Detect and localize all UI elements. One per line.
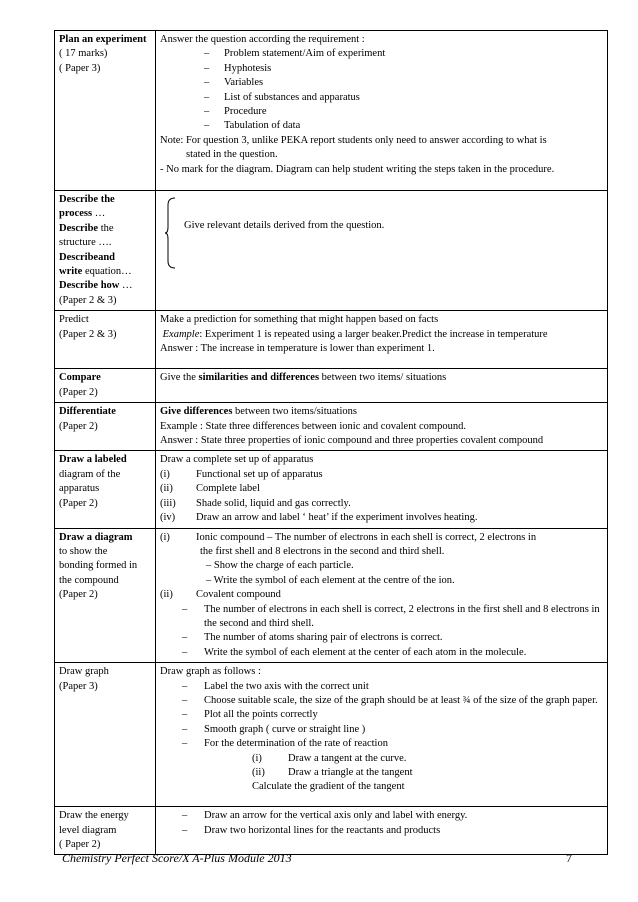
row-content bbox=[156, 31, 608, 191]
label-marks: ( 17 marks) bbox=[59, 48, 108, 60]
criteria-table bbox=[54, 30, 608, 855]
bold-phrase: Give differences bbox=[160, 406, 233, 418]
list-item: (i) Ionic compound – The number of electrons in each shell is correct, 2 electrons in bbox=[160, 531, 537, 543]
label-paper: (Paper 2) bbox=[59, 386, 98, 398]
note-text-2: - No mark for the diagram. Diagram can help student writing the steps taken in the procedure. bbox=[160, 163, 555, 175]
list-item: – Problem statement/Aim of experiment bbox=[160, 47, 603, 61]
list-item: – Variables bbox=[160, 76, 603, 90]
label-title: Draw a labeled bbox=[59, 454, 127, 466]
table-row bbox=[55, 663, 608, 807]
label-bold: Describe bbox=[59, 222, 99, 234]
label-paper: (Paper 2) bbox=[59, 497, 98, 509]
list-item: – The number of electrons in each shell is correct, 2 electrons in the first shell and 8 electrons in the second and third shell. bbox=[160, 603, 603, 632]
table-row bbox=[55, 369, 608, 403]
list-item: – Draw two horizontal lines for the reactants and products bbox=[160, 824, 603, 838]
row-content bbox=[156, 311, 608, 369]
row-label: Draw a labeled diagram of the apparatus (Paper 2) bbox=[55, 451, 156, 528]
example-text: : Experiment 1 is repeated using a larger beaker.Predict the increase in temperature bbox=[199, 328, 548, 340]
list-item: – Show the charge of each particle. bbox=[206, 560, 354, 572]
page-number: 7 bbox=[566, 851, 572, 865]
bold-phrase: similarities and differences bbox=[198, 372, 320, 384]
list-item: – Hyphotesis bbox=[160, 62, 603, 76]
note-text-cont: stated in the question. bbox=[186, 149, 278, 161]
list-item: (i) Draw a tangent at the curve. bbox=[252, 752, 407, 764]
row-label: Describe the process … Describe the structure …. Describeand write equation… Describe how … (Paper 2 & 3) bbox=[55, 191, 156, 311]
table-row bbox=[55, 31, 608, 191]
label-title: Draw a diagram bbox=[59, 531, 133, 543]
label-title: Compare bbox=[59, 372, 101, 384]
list-item: – Label the two axis with the correct unit bbox=[160, 680, 603, 694]
list-item: (i) Functional set up of apparatus bbox=[160, 468, 323, 480]
list-item: – Write the symbol of each element at the center of each atom in the molecule. bbox=[160, 646, 603, 660]
list-item: – Plot all the points correctly bbox=[160, 708, 603, 722]
describe-text: Give relevant details derived from the question. bbox=[184, 220, 385, 231]
list-item: (iii) Shade solid, liquid and gas correctly. bbox=[160, 497, 351, 509]
label-bold: Describe how bbox=[59, 280, 120, 292]
list-item: – List of substances and apparatus bbox=[160, 91, 603, 105]
footer-title: Chemistry Perfect Score/X A-Plus Module 2013 bbox=[62, 851, 292, 865]
label-paper: (Paper 2) bbox=[59, 589, 98, 601]
row-content bbox=[156, 807, 608, 855]
list-item: – Smooth graph ( curve or straight line ) bbox=[160, 723, 603, 737]
list-item: (iv) Draw an arrow and label ‘ heat’ if the experiment involves heating. bbox=[160, 512, 478, 524]
label-text: structure …. bbox=[59, 237, 112, 249]
label-bold: Describe the bbox=[59, 194, 115, 205]
answer-text: Answer : The increase in temperature is lower than experiment 1. bbox=[160, 343, 435, 355]
label-paper: ( Paper 2) bbox=[59, 838, 101, 850]
label-title: Draw the energy bbox=[59, 810, 129, 822]
label-bold: Describeand bbox=[59, 251, 115, 263]
row-label bbox=[55, 403, 156, 451]
list-item: – Choose suitable scale, the size of the graph should be at least ¾ of the size of the graph paper. bbox=[160, 694, 603, 708]
row-content: Give the similarities and differences between two items/ situations bbox=[156, 369, 608, 403]
label-paper: (Paper 2 & 3) bbox=[59, 294, 117, 306]
label-paper: (Paper 3) bbox=[59, 680, 98, 692]
list-item: – Write the symbol of each element at the centre of the ion. bbox=[206, 574, 455, 586]
row-content bbox=[156, 451, 608, 528]
list-item: – For the determination of the rate of reaction bbox=[160, 737, 603, 751]
label-paper: (Paper 2) bbox=[59, 420, 98, 432]
table-row bbox=[55, 403, 608, 451]
label-bold: write bbox=[59, 266, 83, 278]
list-item: – Tabulation of data bbox=[160, 119, 603, 133]
row-content bbox=[156, 663, 608, 807]
intro-text: Answer the question according the requirement : bbox=[160, 34, 365, 45]
row-label bbox=[55, 369, 156, 403]
label-title: Draw graph bbox=[59, 666, 109, 678]
list-item: (ii) Complete label bbox=[160, 483, 260, 495]
row-label bbox=[55, 31, 156, 191]
calc-text: Calculate the gradient of the tangent bbox=[252, 781, 405, 793]
label-paper: (Paper 2 & 3) bbox=[59, 328, 117, 340]
table-row bbox=[55, 191, 608, 311]
note-text: Note: For question 3, unlike PEKA report students only need to answer according to what is bbox=[160, 134, 547, 146]
row-content: Give differences between two items/situations Example : State three differences between ionic and covalent compound. Answer : State three properties of ionic compound and three properties covalent compound bbox=[156, 403, 608, 451]
row-label: Draw the energy level diagram ( Paper 2) bbox=[55, 807, 156, 855]
intro-text: Draw graph as follows : bbox=[160, 666, 261, 678]
row-label bbox=[55, 311, 156, 369]
intro-text: Draw a complete set up of apparatus bbox=[160, 454, 314, 466]
label-title: Differentiate bbox=[59, 406, 116, 418]
row-label bbox=[55, 663, 156, 807]
answer-text: Answer : State three properties of ionic compound and three properties covalent compound bbox=[160, 435, 544, 447]
label-title: Predict bbox=[59, 314, 89, 326]
table-row bbox=[55, 807, 608, 855]
table-row bbox=[55, 451, 608, 528]
example-label: Example bbox=[162, 328, 200, 340]
brace-icon bbox=[164, 197, 176, 269]
list-item: – Draw an arrow for the vertical axis only and label with energy. bbox=[160, 809, 603, 823]
row-content: (i) Ionic compound – The number of electrons in each shell is correct, 2 electrons in the first shell and 8 electrons in the second and third shell. – Show the charge of each particle. – Write the symbol of each element at the centre of the ion. (ii) Covalent compound – The number of electrons in each shell is correct, 2 electrons in the first shell and 8 electrons in the second and third shell. – The number of atoms sharing pair of electrons is correct. – Write the symbol of each element at the center of each atom in the molecule. bbox=[156, 528, 608, 663]
table-row bbox=[55, 311, 608, 369]
table-row bbox=[55, 528, 608, 663]
list-item: – The number of atoms sharing pair of electrons is correct. bbox=[160, 631, 603, 645]
label-paper: ( Paper 3) bbox=[59, 62, 101, 74]
list-item: (ii) Draw a triangle at the tangent bbox=[252, 767, 413, 778]
row-content bbox=[156, 191, 608, 311]
predict-text: Make a prediction for something that might happen based on facts bbox=[160, 314, 439, 326]
label-bold: process bbox=[59, 208, 93, 220]
label-title: Plan an experiment bbox=[59, 34, 147, 45]
row-label: Draw a diagram to show the bonding formed in the compound (Paper 2) bbox=[55, 528, 156, 663]
example-text: Example : State three differences between ionic and covalent compound. bbox=[160, 420, 466, 432]
list-item: (ii) Covalent compound bbox=[160, 589, 281, 601]
page-footer bbox=[62, 851, 572, 866]
list-item: – Procedure bbox=[160, 105, 603, 119]
